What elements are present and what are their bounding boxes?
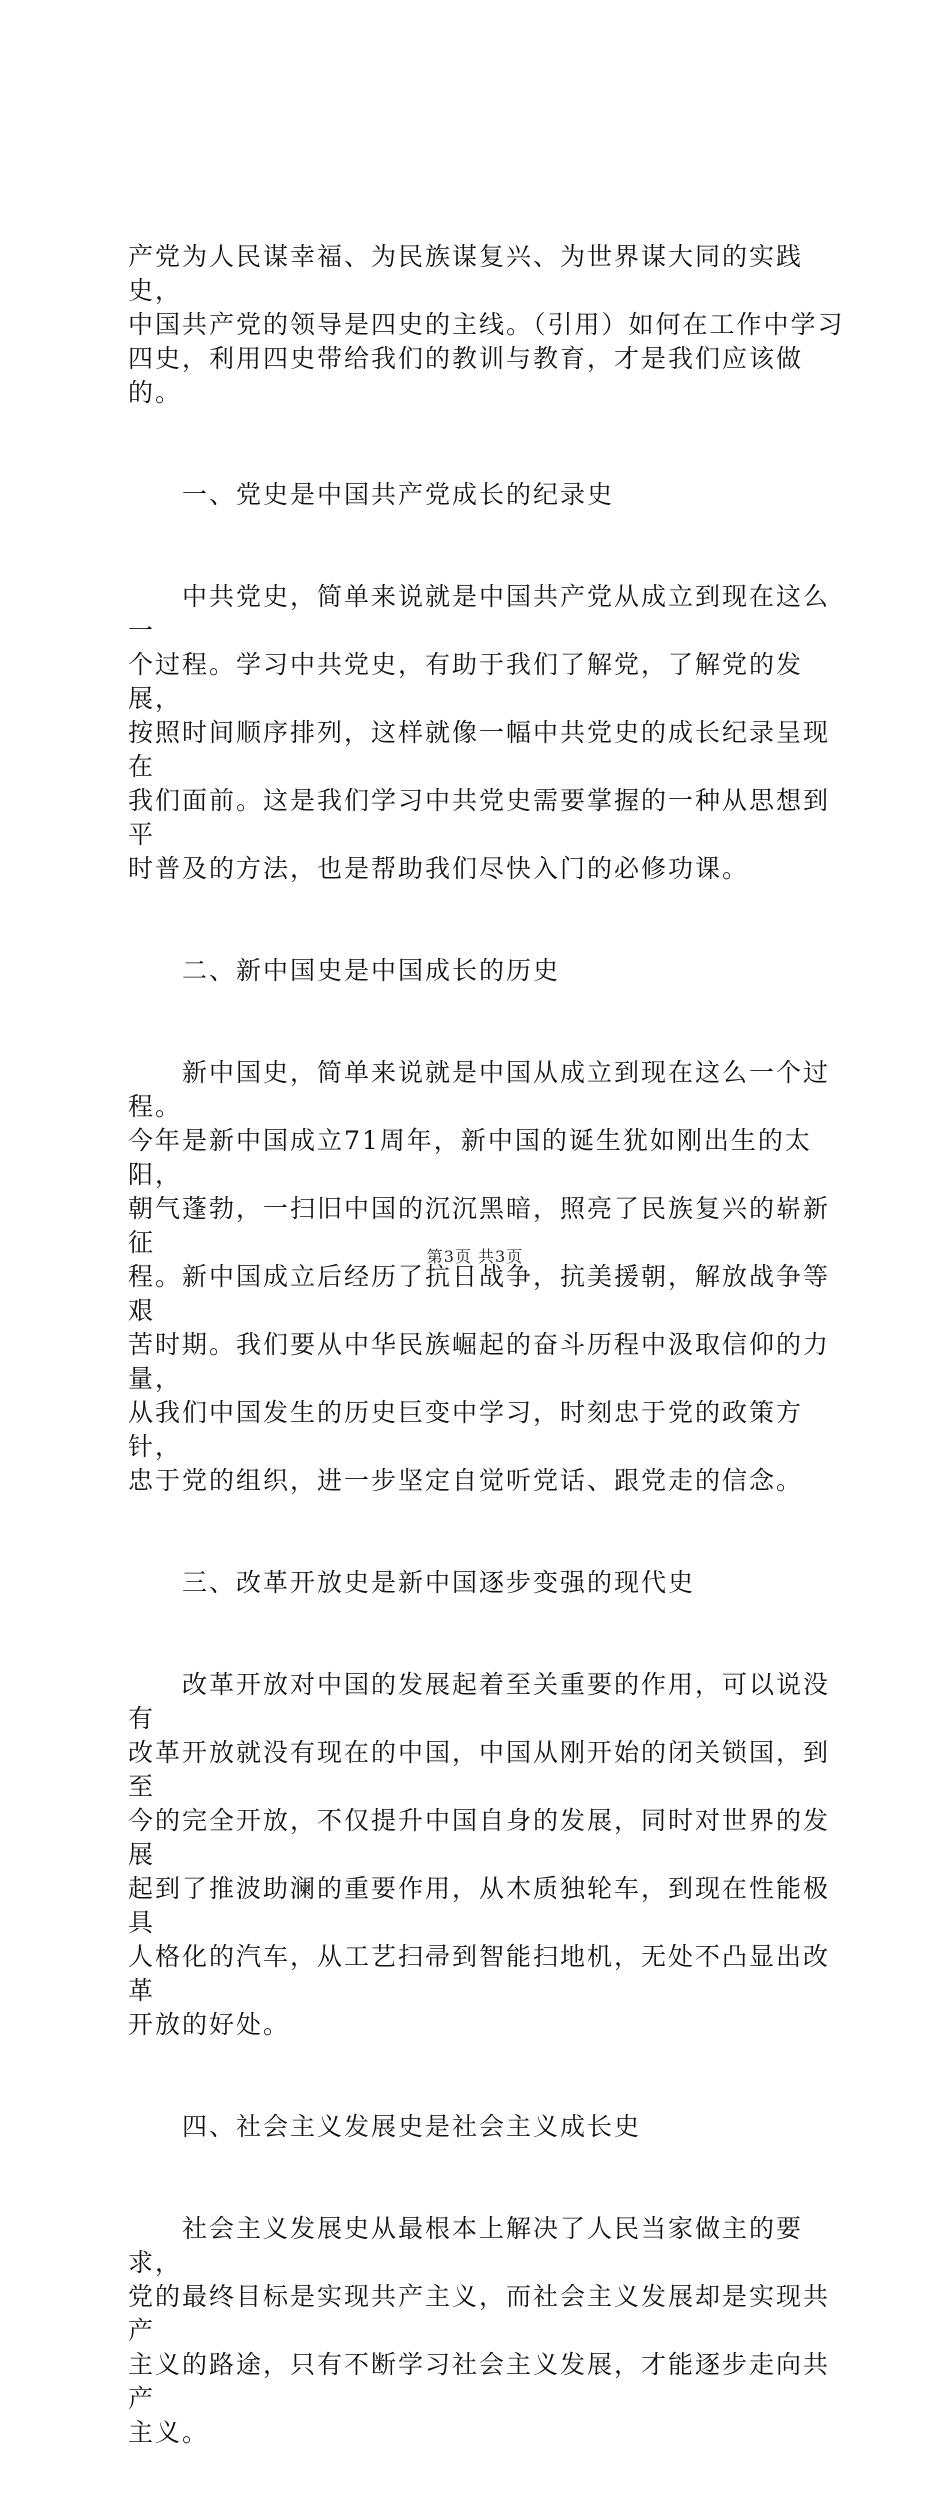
section-heading-party-history: 一、党史是中国共产党成长的纪录史 bbox=[128, 480, 615, 509]
page-footer: 第3页 共3页 bbox=[426, 1247, 524, 1266]
new-china-history-paragraph: 新中国史，简单来说就是中国从成立到现在这么一个过程。 今年是新中国成立71周年，新中国的诞生犹如刚出生的太阳， 朝气蓬勃，一扫旧中国的沉沉黑暗，照亮了民族复兴的崭新征 程。新中国成立后经历了抗日战争，抗美援朝，解放战争等艰 苦时期。我们要从中华民族崛起的奋斗历程中汲取信仰的力量， 从我们中国发生的历史巨变中学习，时刻忠于党的政策方针， 忠于党的组织，进一步坚定自觉听党话、跟党走的信念。 bbox=[128, 1058, 831, 1495]
section-heading-new-china-history: 二、新中国史是中国成长的历史 bbox=[128, 956, 561, 985]
socialism-history-paragraph: 社会主义发展史从最根本上解决了人民当家做主的要求， 党的最终目标是实现共产主义，而社会主义发展却是实现共产 主义的路途，只有不断学习社会主义发展，才能逐步走向共产 主义。 bbox=[128, 2214, 831, 2447]
intro-paragraph: 产党为人民谋幸福、为民族谋复兴、为世界谋大同的实践史， 中国共产党的领导是四史的主线。（引用）如何在工作中学习 四史，利用四史带给我们的教训与教育，才是我们应该做的。 bbox=[128, 242, 845, 407]
party-history-paragraph: 中共党史，简单来说就是中国共产党从成立到现在这么一 个过程。学习中共党史，有助于我们了解党，了解党的发展， 按照时间顺序排列，这样就像一幅中共党史的成长纪录呈现在 我们面前。这是我们学习中共党史需要掌握的一种从思想到平 时普及的方法，也是帮助我们尽快入门的必修功课。 bbox=[128, 582, 831, 883]
reform-history-paragraph: 改革开放对中国的发展起着至关重要的作用，可以说没有 改革开放就没有现在的中国，中国从刚开始的闭关锁国，到至 今的完全开放，不仅提升中国自身的发展，同时对世界的发展 起到了推波助澜的重要作用，从木质独轮车，到现在性能极具 人格化的汽车，从工艺扫帚到智能扫地机，无处不凸显出改革 开放的好处。 bbox=[128, 1670, 831, 2039]
document-body bbox=[128, 172, 848, 2518]
section-heading-reform-history: 三、改革开放史是新中国逐步变强的现代史 bbox=[128, 1568, 696, 1597]
section-heading-socialism-history: 四、社会主义发展史是社会主义成长史 bbox=[128, 2112, 642, 2141]
